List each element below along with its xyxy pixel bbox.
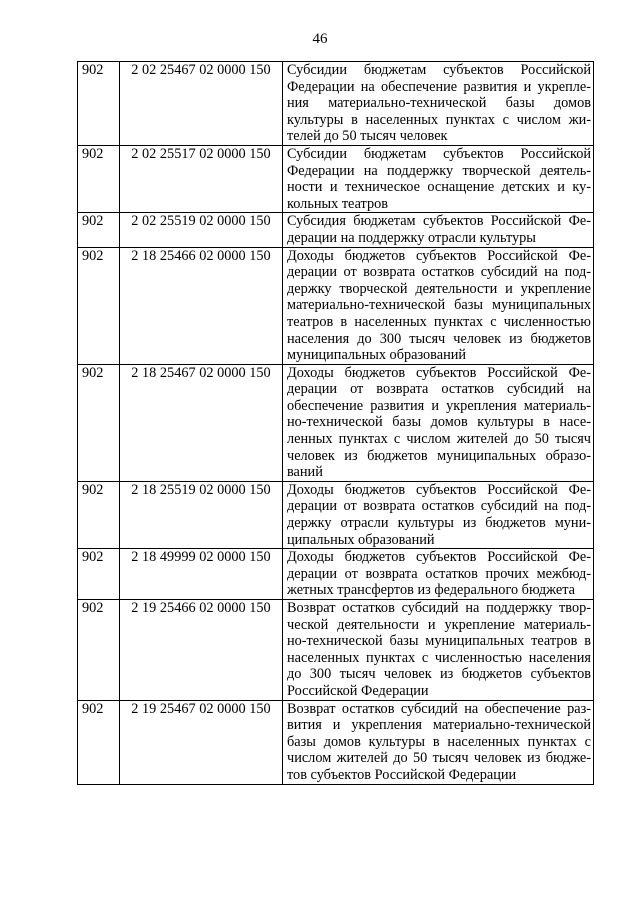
revenue-name-line: Федерации на поддержку творческой деятель- <box>287 162 591 179</box>
admin-code-cell: 902 <box>78 145 120 212</box>
revenue-name-line: держку творческой деятельности и укрепление <box>287 280 591 297</box>
admin-code-cell: 902 <box>78 600 120 701</box>
revenue-name-line: ленных пунктах с числом жителей до 50 тысяч <box>287 431 591 448</box>
budget-classification-code-cell: 2 19 25466 02 0000 150 <box>120 600 283 701</box>
revenue-name-cell <box>283 213 594 247</box>
revenue-name-line: Российской Федерации <box>287 682 429 699</box>
revenue-name-line: населенных пунктах с численностью населения <box>287 649 591 666</box>
revenue-name-line: жетных трансфертов из федерального бюджета <box>287 582 575 599</box>
revenue-name-cell <box>283 600 594 701</box>
revenue-name-line: ципальных образований <box>287 531 435 548</box>
table-row <box>78 549 594 600</box>
revenue-name-cell <box>283 549 594 600</box>
revenue-name-line: человек из бюджетов муниципальных образо- <box>287 447 591 464</box>
revenue-name-line: Доходы бюджетов субъектов Российской Фе- <box>287 364 591 381</box>
admin-code-cell: 902 <box>78 364 120 481</box>
revenue-name-line: материально-технической базы муниципальных <box>287 297 591 314</box>
table-row <box>78 247 594 364</box>
revenue-name-line: ния материально-технической базы домов <box>287 95 591 112</box>
table-row <box>78 145 594 212</box>
revenue-name-line: до 300 тысяч человек из бюджетов субъектов <box>287 666 591 683</box>
revenue-name-line: числом жителей до 50 тысяч человек из бюдже- <box>287 750 591 767</box>
budget-classification-code-cell: 2 02 25517 02 0000 150 <box>120 145 283 212</box>
revenue-name-line: но-технической базы муниципальных театров в <box>287 633 591 650</box>
table-row <box>78 364 594 481</box>
admin-code-cell: 902 <box>78 213 120 247</box>
budget-classification-code-cell: 2 18 25519 02 0000 150 <box>120 481 283 548</box>
revenue-name-line: Возврат остатков субсидий на обеспечение раз- <box>287 700 591 717</box>
revenue-name-line: дерации на поддержку отрасли культуры <box>287 229 536 246</box>
revenue-name-line: Федерации на обеспечение развития и укрепле- <box>287 78 591 95</box>
revenue-name-line: дерации от возврата остатков субсидий на <box>287 381 591 398</box>
revenue-name-line: культуры в населенных пунктах с числом жи- <box>287 111 591 128</box>
revenue-name-line: дерации от возврата остатков субсидий на под- <box>287 498 591 515</box>
revenue-name-line: но-технической базы домов культуры в насе- <box>287 414 591 431</box>
budget-classification-code-cell: 2 02 25467 02 0000 150 <box>120 62 283 146</box>
revenue-name-line: Доходы бюджетов субъектов Российской Фе- <box>287 247 591 264</box>
revenue-name-line: базы домов культуры в населенных пунктах с <box>287 733 591 750</box>
admin-code-cell: 902 <box>78 549 120 600</box>
revenue-name-line: Доходы бюджетов субъектов Российской Фе- <box>287 481 591 498</box>
revenue-name-cell <box>283 247 594 364</box>
revenue-name-line: ваний <box>287 464 323 481</box>
revenue-name-line: Доходы бюджетов субъектов Российской Фе- <box>287 549 591 566</box>
budget-codes-table <box>77 61 594 785</box>
revenue-name-cell <box>283 700 594 784</box>
revenue-name-line: муниципальных образований <box>287 347 467 364</box>
revenue-name-line: Возврат остатков субсидий на поддержку твор- <box>287 600 591 616</box>
page-number: 46 <box>312 31 328 47</box>
revenue-name-line: дерации от возврата остатков субсидий на под- <box>287 264 591 281</box>
table-row <box>78 481 594 548</box>
table-row <box>78 600 594 701</box>
revenue-name-cell <box>283 364 594 481</box>
revenue-name-line: театров в населенных пунктах с численностью <box>287 313 591 330</box>
revenue-name-line: Субсидия бюджетам субъектов Российской Фе- <box>287 213 591 230</box>
revenue-name-line: держку отрасли культуры из бюджетов муни- <box>287 515 591 532</box>
revenue-name-line: дерации от возврата остатков прочих межбюд- <box>287 565 591 582</box>
revenue-name-line: Субсидии бюджетам субъектов Российской <box>287 62 591 78</box>
budget-classification-code-cell: 2 02 25519 02 0000 150 <box>120 213 283 247</box>
budget-classification-code-cell: 2 19 25467 02 0000 150 <box>120 700 283 784</box>
revenue-name-cell <box>283 62 594 146</box>
revenue-name-line: населения до 300 тысяч человек из бюджетов <box>287 330 591 347</box>
revenue-name-line: кольных театров <box>287 195 389 212</box>
revenue-name-line: ности и техническое оснащение детских и ку- <box>287 179 591 196</box>
table-row <box>78 700 594 784</box>
revenue-name-line: вития и укрепления материально-технической <box>287 717 591 734</box>
admin-code-cell: 902 <box>78 247 120 364</box>
revenue-name-line: телей до 50 тысяч человек <box>287 128 448 145</box>
table-row <box>78 62 594 146</box>
admin-code-cell: 902 <box>78 62 120 146</box>
budget-classification-code-cell: 2 18 25467 02 0000 150 <box>120 364 283 481</box>
revenue-name-cell <box>283 145 594 212</box>
revenue-name-line: Субсидии бюджетам субъектов Российской <box>287 145 591 162</box>
budget-classification-code-cell: 2 18 49999 02 0000 150 <box>120 549 283 600</box>
admin-code-cell: 902 <box>78 700 120 784</box>
table-body <box>78 62 594 785</box>
table-row <box>78 213 594 247</box>
revenue-name-line: тов субъектов Российской Федерации <box>287 766 517 783</box>
revenue-name-cell <box>283 481 594 548</box>
revenue-name-line: ческой деятельности и укрепление материаль- <box>287 616 591 633</box>
revenue-name-line: обеспечение развития и укрепления материаль- <box>287 397 591 414</box>
budget-classification-code-cell: 2 18 25466 02 0000 150 <box>120 247 283 364</box>
admin-code-cell: 902 <box>78 481 120 548</box>
